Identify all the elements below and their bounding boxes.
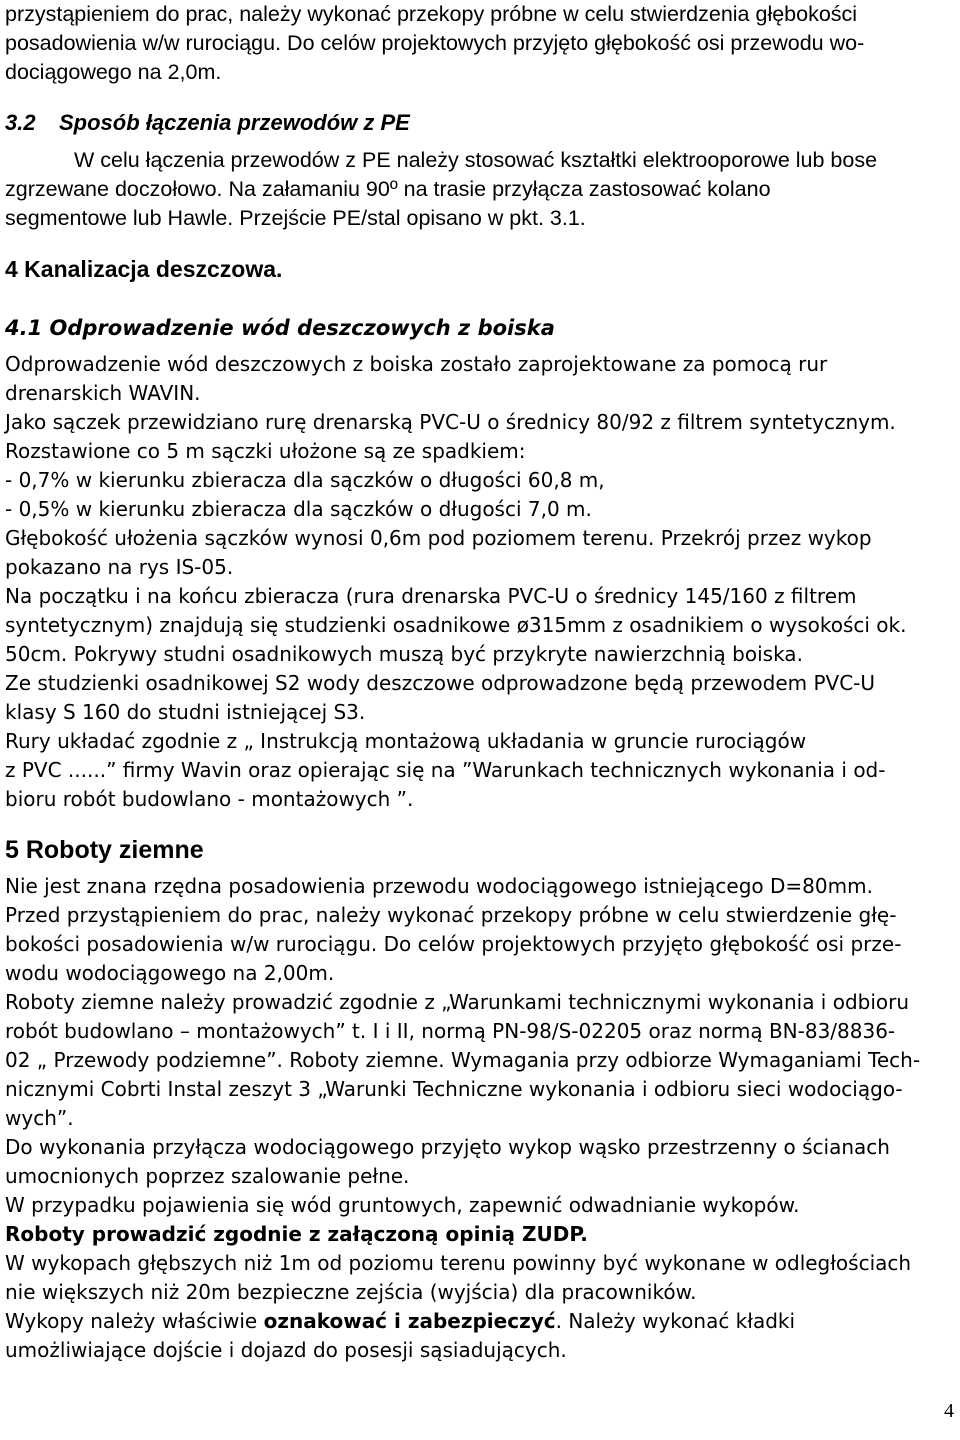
text-line: przystąpieniem do prac, należy wykonać przekopy próbne w celu stwierdzenia głębokości (5, 2, 858, 26)
text-line: 50cm. Pokrywy studni osadnikowych muszą być przykryte nawierzchnią boiska. (5, 642, 803, 666)
text-line: Rury układać zgodnie z „ Instrukcją montażową układania w gruncie rurociągów (5, 729, 807, 753)
text-line: Roboty ziemne należy prowadzić zgodnie z „Warunkami technicznymi wykonania i odbioru (5, 990, 910, 1014)
text-run: . Należy wykonać kładki (555, 1309, 796, 1333)
text-line: - 0,5% w kierunku zbieracza dla sączków o długości 7,0 m. (5, 497, 592, 521)
text-line: Do wykonania przyłącza wodociągowego przyjęto wykop wąsko przestrzenny o ścianach (5, 1135, 890, 1159)
text-line: 02 „ Przewody podziemne”. Roboty ziemne. Wymagania przy odbiorze Wymaganiami Tech- (5, 1048, 921, 1072)
text-line: bokości posadowienia w/w rurociągu. Do celów projektowych przyjęto głębokość osi prze- (5, 932, 902, 956)
text-line: nie większych niż 20m bezpieczne zejścia (wyjścia) dla pracowników. (5, 1280, 697, 1304)
text-line: Rozstawione co 5 m sączki ułożone są ze spadkiem: (5, 439, 526, 463)
bold-text-line: Roboty prowadzić zgodnie z załączoną opinią ZUDP. (5, 1222, 588, 1246)
section-title: Sposób łączenia przewodów z PE (59, 110, 410, 135)
text-line: umocnionych poprzez szalowanie pełne. (5, 1164, 410, 1188)
text-line: - 0,7% w kierunku zbieracza dla sączków o długości 60,8 m, (5, 468, 605, 492)
text-line: pokazano na rys IS-05. (5, 555, 234, 579)
text-line: syntetycznym) znajdują się studzienki osadnikowe ø315mm z osadnikiem o wysokości ok. (5, 613, 907, 637)
text-line: wodu wodociągowego na 2,00m. (5, 961, 335, 985)
text-line: robót budowlano – montażowych” t. I i II, normą PN-98/S-02205 oraz normą BN-83/8836- (5, 1019, 896, 1043)
section-4-1-body (5, 350, 955, 814)
text-line: W celu łączenia przewodów z PE należy stosować kształtki elektrooporowe lub bose (74, 148, 878, 172)
text-run: Wykopy należy właściwie (5, 1309, 264, 1333)
section-heading-4-1: 4.1 Odprowadzenie wód deszczowych z boiska (5, 316, 555, 340)
text-line: W przypadku pojawienia się wód gruntowych, zapewnić odwadnianie wykopów. (5, 1193, 800, 1217)
text-line: Przed przystąpieniem do prac, należy wykonać przekopy próbne w celu stwierdzenie głę- (5, 903, 897, 927)
text-line: Nie jest znana rzędna posadowienia przewodu wodociągowego istniejącego D=80mm. (5, 874, 873, 898)
section-5-body (5, 872, 955, 1365)
bold-text-run: oznakować i zabezpieczyć (263, 1309, 556, 1333)
page-number: 4 (944, 1400, 954, 1422)
text-line: Na początku i na końcu zbieracza (rura drenarska PVC-U o średnicy 145/160 z filtrem (5, 584, 857, 608)
section-heading-3-2 (5, 110, 955, 136)
text-line: drenarskich WAVIN. (5, 381, 201, 405)
text-line: zgrzewane doczołowo. Na załamaniu 90º na trasie przyłącza zastosować kolano (5, 177, 771, 201)
text-line: W wykopach głębszych niż 1m od poziomu terenu powinny być wykonane w odległościach (5, 1251, 912, 1275)
text-line: Głębokość ułożenia sączków wynosi 0,6m pod poziomem terenu. Przekrój przez wykop (5, 526, 872, 550)
text-line: Jako sączek przewidziano rurę drenarską PVC-U o średnicy 80/92 z filtrem syntetycznym. (5, 410, 896, 434)
section-heading-5: 5 Roboty ziemne (5, 836, 204, 864)
text-line: nicznymi Cobrti Instal zeszyt 3 „Warunki Techniczne wykonania i odbioru sieci wodociągo- (5, 1077, 903, 1101)
text-line: wych”. (5, 1106, 74, 1130)
text-line: dociągowego na 2,0m. (5, 60, 222, 84)
intro-paragraph (5, 0, 955, 87)
text-line (5, 1307, 955, 1336)
text-line: posadowienia w/w rurociągu. Do celów projektowych przyjęto głębokość osi przewodu wo- (5, 31, 865, 55)
text-line: z PVC ......” firmy Wavin oraz opierając się na ”Warunkach technicznych wykonania i od- (5, 758, 886, 782)
text-line: segmentowe lub Hawle. Przejście PE/stal opisano w pkt. 3.1. (5, 206, 586, 230)
text-line: bioru robót budowlano - montażowych ”. (5, 787, 414, 811)
text-line: klasy S 160 do studni istniejącej S3. (5, 700, 366, 724)
section-heading-4: 4 Kanalizacja deszczowa. (5, 256, 283, 282)
section-3-2-body (5, 146, 955, 233)
section-number: 3.2 (5, 110, 36, 135)
text-line: Odprowadzenie wód deszczowych z boiska zostało zaprojektowane za pomocą rur (5, 352, 828, 376)
text-line: Ze studzienki osadnikowej S2 wody deszczowe odprowadzone będą przewodem PVC-U (5, 671, 876, 695)
text-line: umożliwiające dojście i dojazd do posesji sąsiadujących. (5, 1338, 567, 1362)
